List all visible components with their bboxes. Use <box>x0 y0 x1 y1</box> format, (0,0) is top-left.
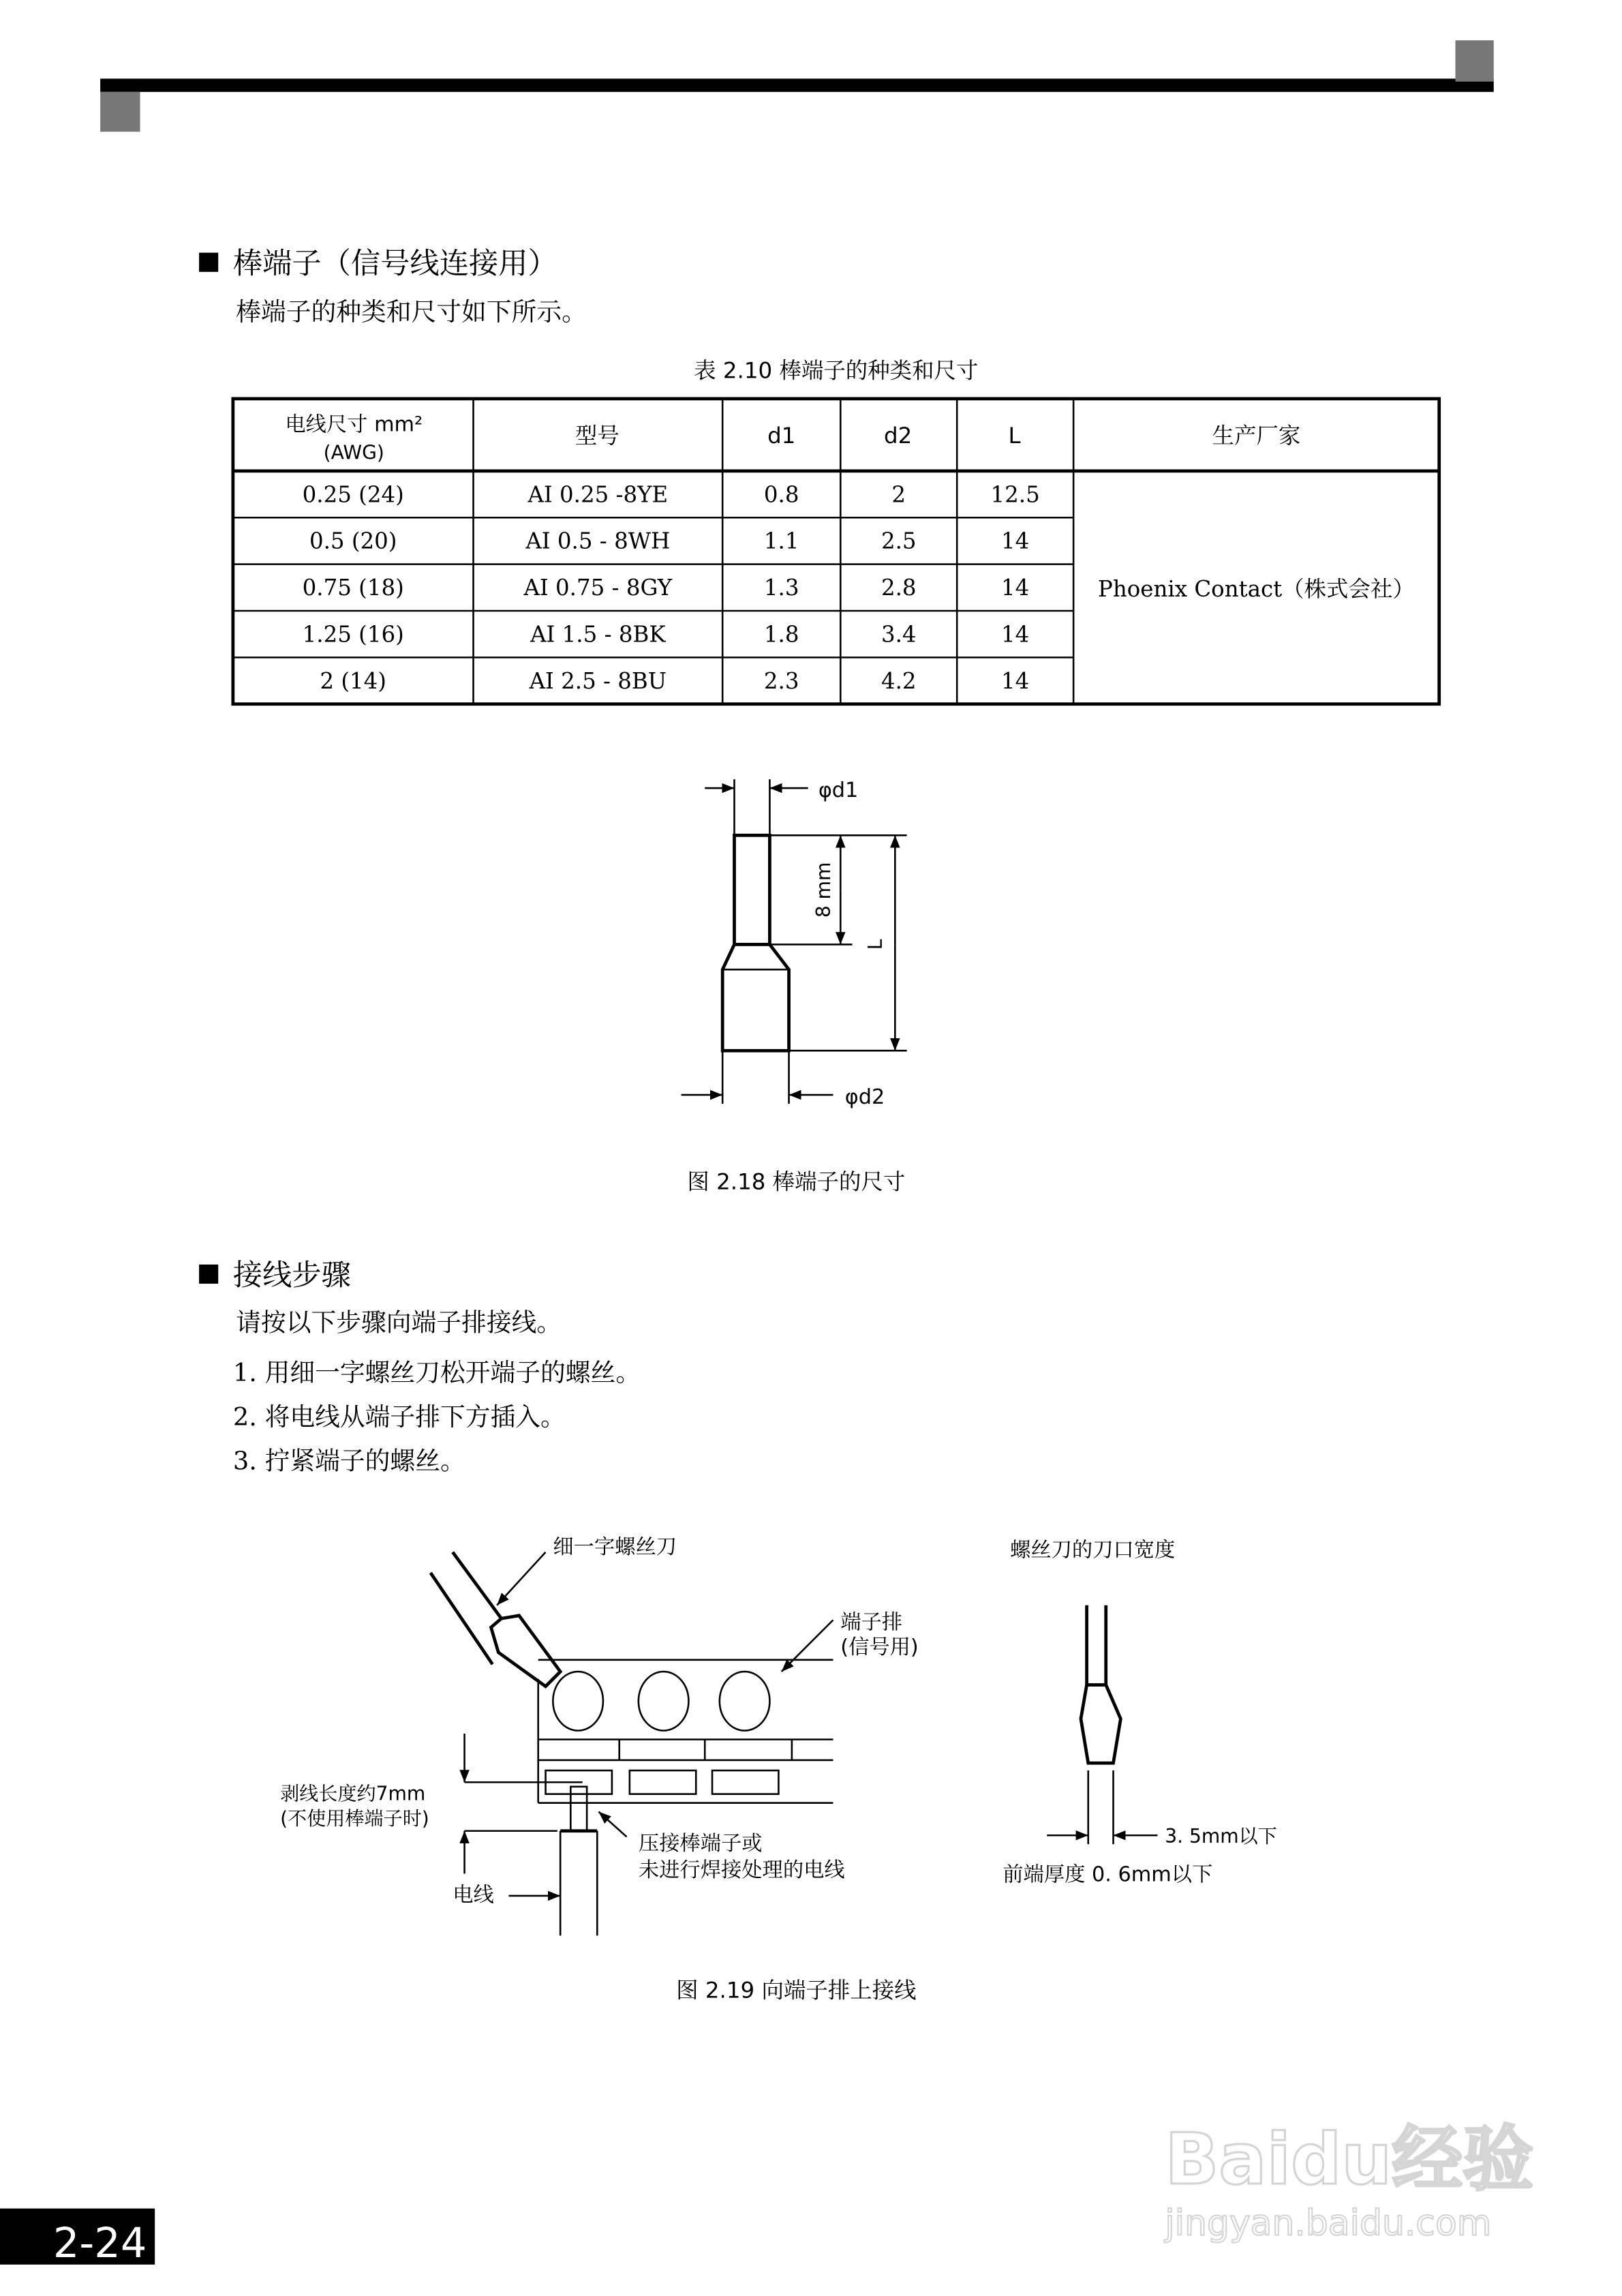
figure-caption-2-18: 图 2.18 棒端子的尺寸 <box>687 1168 906 1195</box>
label-strip-length-sub: (不使用棒端子时) <box>280 1807 429 1830</box>
table-caption: 表 2.10 棒端子的种类和尺寸 <box>694 357 979 384</box>
section-intro: 棒端子的种类和尺寸如下所示。 <box>236 297 587 327</box>
bullet-square <box>199 1265 218 1284</box>
header-wire-size: 电线尺寸 mm² <box>285 412 423 437</box>
table-cell: 2.8 <box>881 575 917 601</box>
section-heading: 棒端子（信号线连接用） <box>232 246 557 281</box>
baidu-watermark <box>1164 2119 1533 2244</box>
header-d2: d2 <box>884 422 913 449</box>
figure-caption-2-19: 图 2.19 向端子排上接线 <box>676 1977 917 2004</box>
table-cell: 1.3 <box>763 575 799 601</box>
table-cell: 4.2 <box>881 667 917 694</box>
label-terminal-block: 端子排 <box>840 1610 903 1635</box>
table-cell: 0.8 <box>763 481 799 508</box>
table-cell: AI 0.5 - 8WH <box>525 528 671 554</box>
header-d1: d1 <box>767 422 796 449</box>
step-2: 2. 将电线从端子排下方插入。 <box>232 1402 566 1432</box>
table-cell: 0.5 (20) <box>309 528 397 554</box>
watermark-brand: Baidu经验 <box>1165 2118 1534 2201</box>
table-cell: 14 <box>1001 528 1030 554</box>
table-cell: 14 <box>1001 621 1030 648</box>
table-cell: 12.5 <box>990 481 1040 508</box>
header-bar <box>100 40 1494 132</box>
wiring-diagram <box>280 1535 1277 1935</box>
manufacturer-cell: Phoenix Contact（株式会社） <box>1098 575 1415 602</box>
section-intro: 请按以下步骤向端子排接线。 <box>236 1308 562 1338</box>
table-cell: 14 <box>1001 667 1030 694</box>
table-cell: 0.75 (18) <box>302 575 404 601</box>
screw-icon <box>639 1672 689 1731</box>
label-screwdriver: 细一字螺丝刀 <box>553 1535 677 1559</box>
header-L: L <box>1008 422 1021 449</box>
table-row <box>303 481 1040 507</box>
table-cell: 1.25 (16) <box>302 621 404 648</box>
screw-icon <box>720 1672 770 1731</box>
label-d1: φd1 <box>818 779 859 803</box>
bullet-square <box>199 253 218 272</box>
section-heading: 接线步骤 <box>232 1258 351 1293</box>
table-cell: 2 <box>891 481 906 508</box>
label-wire: 电线 <box>453 1883 494 1907</box>
step-1: 1. 用细一字螺丝刀松开端子的螺丝。 <box>232 1357 641 1387</box>
terminal-table <box>233 399 1439 704</box>
label-8mm: 8 mm <box>812 862 836 918</box>
page-number: 2-24 <box>52 2220 147 2268</box>
screw-icon <box>553 1672 603 1731</box>
table-cell: AI 1.5 - 8BK <box>530 621 666 648</box>
table-cell: 0.25 (24) <box>302 481 404 508</box>
table-cell: 2.5 <box>881 528 917 554</box>
table-row <box>303 575 1030 601</box>
label-tip-thickness: 前端厚度 0. 6mm以下 <box>1003 1862 1213 1887</box>
label-strip-length: 剥线长度约7mm <box>280 1782 426 1805</box>
table-cell: 2 (14) <box>320 667 386 694</box>
table-row <box>309 528 1029 554</box>
table-row <box>320 668 1029 694</box>
label-crimp-note: 压接棒端子或 <box>638 1831 763 1856</box>
watermark-url: jingyan.baidu.com <box>1165 2203 1492 2244</box>
label-blade-width: 3. 5mm以下 <box>1165 1825 1277 1848</box>
table-cell: 1.8 <box>763 621 799 648</box>
header-manufacturer: 生产厂家 <box>1212 422 1301 449</box>
table-row <box>303 621 1030 647</box>
label-crimp-note-2: 未进行焊接处理的电线 <box>638 1858 845 1882</box>
ferrule-diagram <box>682 779 907 1109</box>
label-d2: φd2 <box>844 1085 885 1110</box>
header-model: 型号 <box>575 422 619 449</box>
table-cell: AI 0.75 - 8GY <box>523 575 673 601</box>
table-cell: AI 2.5 - 8BU <box>529 667 667 694</box>
label-blade-width-title: 螺丝刀的刀口宽度 <box>1010 1538 1176 1562</box>
table-cell: 2.3 <box>763 667 799 694</box>
label-terminal-block-sub: (信号用) <box>840 1635 919 1660</box>
header-awg: (AWG) <box>323 441 384 464</box>
table-cell: AI 0.25 -8YE <box>527 481 669 508</box>
table-cell: 14 <box>1001 575 1030 601</box>
table-cell: 1.1 <box>763 528 799 554</box>
table-cell: 3.4 <box>881 621 917 648</box>
label-L: L <box>863 939 887 950</box>
step-3: 3. 拧紧端子的螺丝。 <box>232 1446 465 1476</box>
